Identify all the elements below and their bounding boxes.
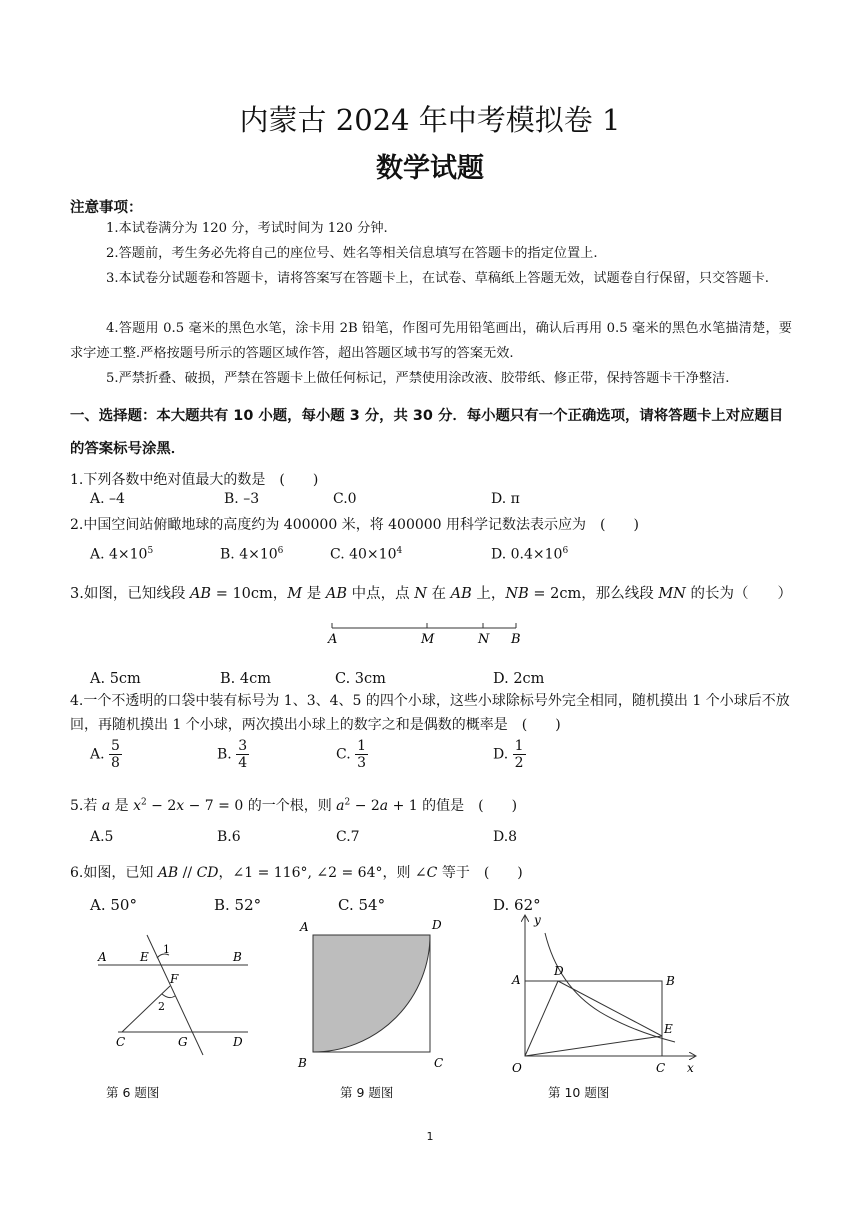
q3-option-a: A. 5cm <box>90 671 141 687</box>
fig6-label-g: G <box>178 1035 188 1049</box>
question-3-stem: 3.如图，已知线段 AB = 10cm，M 是 AB 中点，点 N 在 AB 上，NB = 2cm，那么线段 MN 的长为（ ） <box>70 586 792 602</box>
fig6-label-d: D <box>233 1035 243 1049</box>
notice-item: 4.答题用 0.5 毫米的黑色水笔，涂卡用 2B 铅笔，作图可先用铅笔画出，确认后再用 0.5 毫米的黑色水笔描清楚，要求字迹工整.严格按题号所示的答题区域作答，超出答题区域书写的答案无效. <box>70 321 792 361</box>
fig6-angle-1: 1 <box>163 943 170 956</box>
q2-option-d: D. $0.4\times 10^6$ <box>491 546 569 563</box>
q6-option-d: D. 62° <box>493 896 541 914</box>
fig10-label-c: C <box>656 1061 666 1075</box>
q1-option-d: D. π <box>491 491 520 507</box>
fig9-label-b: B <box>298 1056 307 1070</box>
fig3-label-a: A <box>328 632 338 647</box>
notice-item: 5.严禁折叠、破损，严禁在答题卡上做任何标记，严禁使用涂改液、胶带纸、修正带，保持答题卡干净整洁. <box>106 371 730 386</box>
question-5-stem: 5.若 a 是 $x^2 - 2x - 7 = 0$ 的一个根，则 $a^2 - 2a + 1$ 的值是 ( ) <box>70 797 518 814</box>
q5-option-a: A.5 <box>90 829 114 845</box>
q2-option-b: B. $4\times 10^6$ <box>220 546 284 563</box>
fig10-label-e: E <box>664 1022 673 1036</box>
figure-6-caption: 第 6 题图 <box>106 1085 160 1100</box>
q3-option-c: C. 3cm <box>335 671 386 687</box>
fig10-label-a: A <box>512 973 521 987</box>
fig6-label-c: C <box>116 1035 126 1049</box>
page-subtitle: 数学试题 <box>376 153 484 184</box>
fig6-label-a: A <box>98 950 107 964</box>
q4-option-a: A. $\frac{5}{8}$ <box>90 738 120 771</box>
fig10-label-y: y <box>534 913 541 927</box>
question-6-stem: 6.如图，已知 AB // CD，∠1 = 116°, ∠2 = 64°，则 ∠C 等于 ( ) <box>70 865 523 881</box>
fig9-label-a: A <box>300 920 309 934</box>
figure-9-square-quarter-circle <box>290 915 450 1075</box>
q6-option-a: A. 50° <box>90 896 137 914</box>
fig6-label-f: F <box>170 972 179 986</box>
figure-10-coordinate-plot <box>490 908 710 1080</box>
q5-option-b: B.6 <box>217 829 241 845</box>
fig9-label-c: C <box>434 1056 444 1070</box>
question-4-stem: 4.一个不透明的口袋中装有标号为 1、3、4、5 的四个小球，这些小球除标号外完全相同，随机摸出 1 个小球后不放回，再随机摸出 1 个小球，两次摸出小球上的数字之和是偶数的概率是 ( ) <box>70 693 790 733</box>
fig10-label-o: O <box>512 1061 522 1075</box>
q4-option-d: D. $\frac{1}{2}$ <box>493 738 524 771</box>
notice-heading: 注意事项： <box>70 200 143 216</box>
q6-option-c: C. 54° <box>338 896 386 914</box>
fig3-label-m: M <box>421 632 435 647</box>
fig10-label-d: D <box>554 964 564 978</box>
fig6-label-e: E <box>140 950 149 964</box>
figure-6-parallel-lines <box>90 930 260 1060</box>
fig6-angle-2: 2 <box>158 1000 165 1013</box>
question-1-stem: 1.下列各数中绝对值最大的数是 ( ) <box>70 472 319 488</box>
figure-3-segment <box>320 620 530 650</box>
fig6-label-b: B <box>233 950 242 964</box>
q4-option-c: C. $\frac{1}{3}$ <box>336 738 367 771</box>
q1-option-b: B. –3 <box>224 491 260 507</box>
fig3-label-b: B <box>511 632 521 647</box>
fig10-label-x: x <box>687 1061 694 1075</box>
q6-option-b: B. 52° <box>214 896 262 914</box>
q2-option-a: A. $4\times 10^5$ <box>90 546 154 563</box>
notice-item: 3.本试卷分试题卷和答题卡，请将答案写在答题卡上，在试卷、草稿纸上答题无效，试题卷自行保留，只交答题卡. <box>106 271 769 286</box>
notice-item: 1.本试卷满分为 120 分，考试时间为 120 分钟. <box>106 221 388 236</box>
q3-option-d: D. 2cm <box>493 671 545 687</box>
page-title: 内蒙古 2024 年中考模拟卷 1 <box>239 103 621 137</box>
notice-item: 2.答题前，考生务必先将自己的座位号、姓名等相关信息填写在答题卡的指定位置上. <box>106 246 598 261</box>
q5-option-c: C.7 <box>336 829 360 845</box>
question-2-stem: 2.中国空间站俯瞰地球的高度约为 400000 米，将 400000 用科学记数法表示应为 ( ) <box>70 517 639 533</box>
fig3-label-n: N <box>478 632 490 647</box>
q1-option-a: A. –4 <box>90 491 125 507</box>
fig9-label-d: D <box>432 918 442 932</box>
q5-option-d: D.8 <box>493 829 518 845</box>
fig10-label-b: B <box>666 974 675 988</box>
q1-option-c: C.0 <box>333 491 357 507</box>
q2-option-c: C. $40\times 10^4$ <box>330 546 403 563</box>
figure-10-caption: 第 10 题图 <box>548 1085 610 1100</box>
section-heading: 一、选择题：本大题共有 10 小题，每小题 3 分，共 30 分．每小题只有一个正确选项，请将答题卡上对应题目的答案标号涂黑． <box>70 408 784 457</box>
figure-9-caption: 第 9 题图 <box>340 1085 394 1100</box>
q4-option-b: B. $\frac{3}{4}$ <box>217 738 248 771</box>
q3-option-b: B. 4cm <box>220 671 271 687</box>
page-number: 1 <box>426 1130 434 1143</box>
